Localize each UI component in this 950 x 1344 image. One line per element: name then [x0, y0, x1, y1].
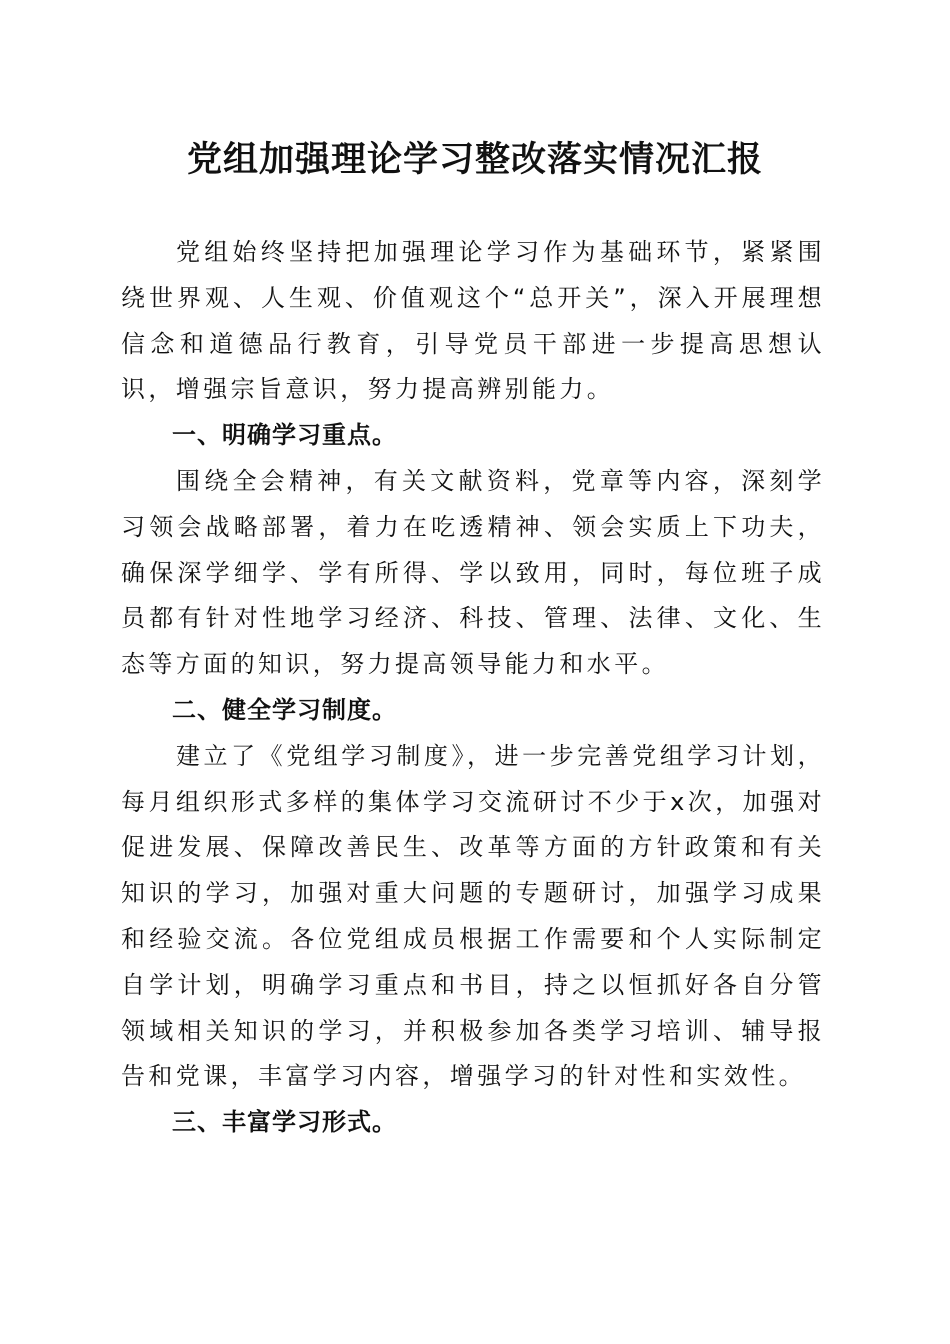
section-1-paragraph: 围绕全会精神，有关文献资料，党章等内容，深刻学习领会战略部署，着力在吃透精神、领会实质上下功夫，确保深学细学、学有所得、学以致用，同时，每位班子成员都有针对性地学习经济、科技、管理、法律、文化、生态等方面的知识，努力提高领导能力和水平。 [121, 466, 825, 679]
section-heading-2: 二、健全学习制度。 [172, 695, 397, 724]
document-body [121, 230, 825, 1146]
section-heading-3: 三、丰富学习形式。 [172, 1108, 397, 1137]
section-heading-1: 一、明确学习重点。 [172, 421, 397, 450]
section-2-paragraph: 建立了《党组学习制度》，进一步完善党组学习计划，每月组织形式多样的集体学习交流研讨不少于x次，加强对促进发展、保障改善民生、改革等方面的方针政策和有关知识的学习，加强对重大问题的专题研讨，加强学习成果和经验交流。各位党组成员根据工作需要和个人实际制定自学计划，明确学习重点和书目，持之以恒抓好各自分管领域相关知识的学习，并积极参加各类学习培训、辅导报告和党课，丰富学习内容，增强学习的针对性和实效性。 [121, 741, 825, 1091]
document-title: 党组加强理论学习整改落实情况汇报 [186, 139, 763, 180]
intro-paragraph: 党组始终坚持把加强理论学习作为基础环节，紧紧围绕世界观、人生观、价值观这个“总开关”，深入开展理想信念和道德品行教育，引导党员干部进一步提高思想认识，增强宗旨意识，努力提高辨别能力。 [121, 238, 825, 404]
